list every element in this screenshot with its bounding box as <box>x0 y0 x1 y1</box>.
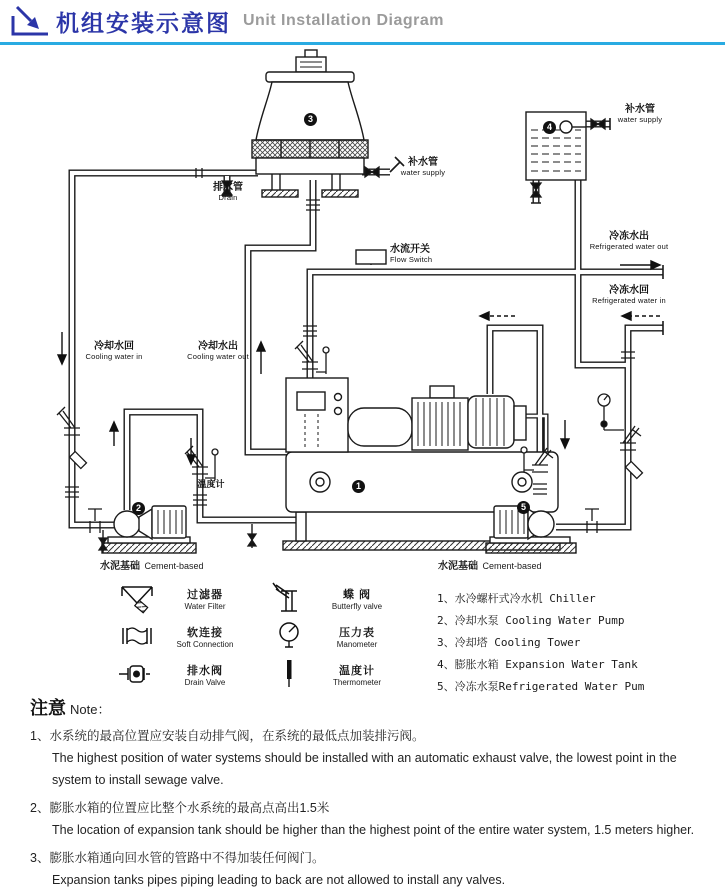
notes-title: 注意 Note： <box>30 698 111 718</box>
note-item: 2、膨胀水箱的位置应比整个水系统的最高点高出1.5米 The location of expansion tank should be higher than the highest point of the entire water system, 1.5 meters higher. <box>30 800 695 837</box>
component-list-item: 1、水冷螺杆式冷水机 Chiller <box>437 592 596 605</box>
label-drain: 排水管 Drain <box>213 182 243 202</box>
legend-item-manometer: 压力表 Manometer <box>270 617 422 655</box>
label-cooling-out: 冷却水出 Cooling water out <box>187 341 249 361</box>
label-refrigerated-out: 冷冻水出 Refrigerated water out <box>589 231 669 251</box>
marker-expansion-tank: 4 <box>543 121 556 134</box>
marker-chiller: 1 <box>352 480 365 493</box>
component-list-item: 2、冷却水泵 Cooling Water Pump <box>437 614 625 627</box>
flow-switch-figure <box>356 250 386 265</box>
page-title-en: Unit Installation Diagram <box>243 12 444 29</box>
marker-cooling-tower: 3 <box>304 113 317 126</box>
soft-connection-icon <box>118 621 156 651</box>
label-cement-left: 水泥基础 Cement-based <box>100 561 204 572</box>
marker-refrigerated-pump: 5 <box>517 501 530 514</box>
expansion-tank-figure <box>526 112 586 180</box>
legend-item-soft-connection: 软连接 Soft Connection <box>118 617 270 655</box>
notes-section <box>30 694 708 894</box>
label-cement-right: 水泥基础 Cement-based <box>438 561 542 572</box>
page-title-cn: 机组安装示意图 <box>56 9 231 36</box>
manometer-icon <box>270 620 308 652</box>
component-list-item: 5、冷冻水泵Refrigerated Water Pum <box>437 680 645 693</box>
marker-cooling-pump: 2 <box>132 502 145 515</box>
label-water-supply-tower: 补水管 water supply <box>400 157 446 177</box>
note-item: 1、水系统的最高位置应安装自动排气阀，在系统的最低点加装排污阀。 The highest position of water systems should be installed with an automatic exhaust valve, the lowest point in the system to install sewage valve. <box>30 729 677 787</box>
label-cooling-in: 冷却水回 Cooling water in <box>85 341 143 361</box>
label-flow-switch: 水流开关 Flow Switch <box>390 244 433 264</box>
label-refrigerated-in: 冷冻水回 Refrigerated water in <box>592 285 666 305</box>
cooling-pump-figure <box>102 506 196 553</box>
water-filter-icon <box>118 583 156 613</box>
component-list-item: 4、膨胀水箱 Expansion Water Tank <box>437 658 638 671</box>
label-thermometer: 温度计 <box>197 479 225 489</box>
legend-item-butterfly-valve: 蝶 阀 Butterfly valve <box>270 579 422 617</box>
note-item: 3、膨胀水箱通向回水管的管路中不得加装任何阀门。 Expansion tanks pipes piping leading to back are not allowed to install any valves. <box>30 850 506 887</box>
butterfly-valve-icon <box>270 582 308 614</box>
legend-item-thermometer: 温度计 Thermometer <box>270 655 422 693</box>
component-list <box>437 588 722 698</box>
component-list-item: 3、冷却塔 Cooling Tower <box>437 636 581 649</box>
legend <box>118 579 424 693</box>
legend-item-drain-valve: 排水阀 Drain Valve <box>118 655 270 693</box>
legend-item-water-filter: 过滤器 Water Filter <box>118 579 270 617</box>
thermometer-icon <box>270 658 308 690</box>
label-water-supply-tank: 补水管 water supply <box>617 104 663 124</box>
drain-valve-icon <box>118 659 156 689</box>
